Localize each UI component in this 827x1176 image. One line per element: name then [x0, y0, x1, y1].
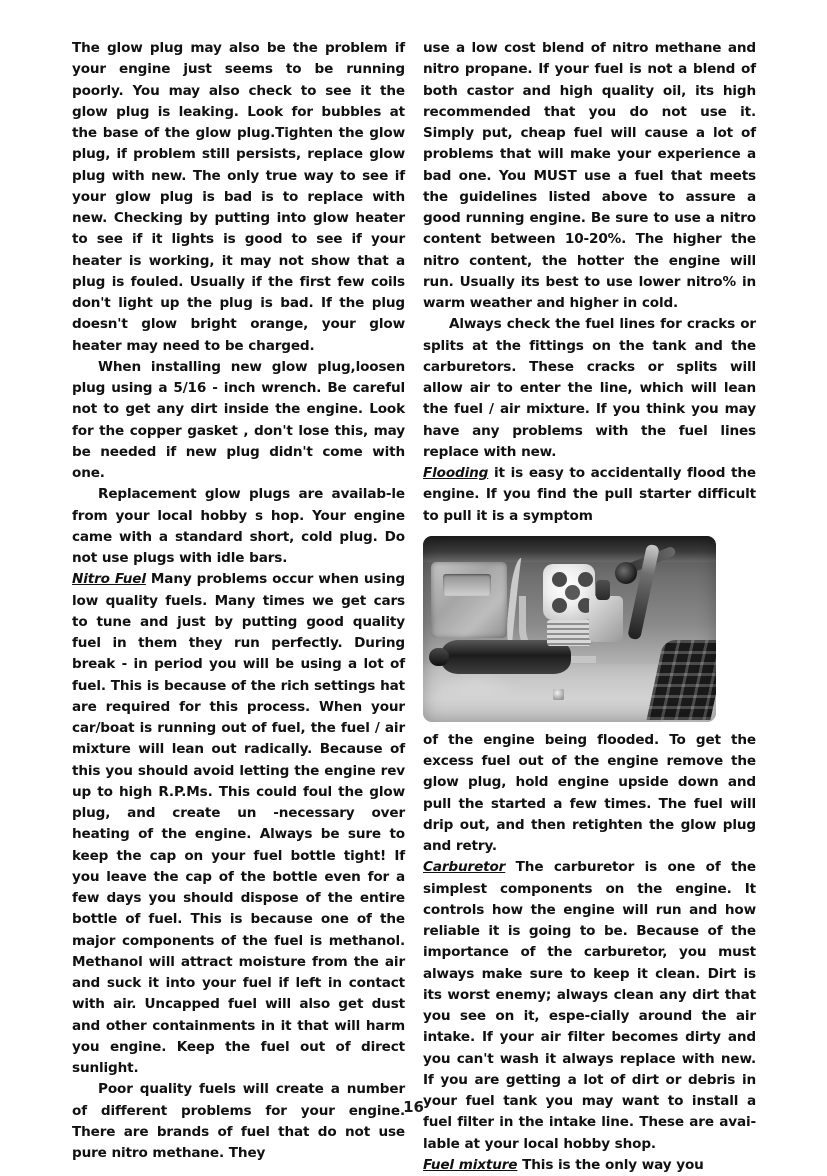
paragraph-flooded-remedy: of the engine being flooded. To get the excess fuel out of the engine remove the glow plug, hold engine upside down and pull the started a few times. The fuel will drip out, and then retighten the glow plug and retry. [423, 731, 756, 854]
paragraph-nitro-fuel [72, 569, 405, 1079]
paragraph-fuel-lines-check: Always check the fuel lines for cracks or splits at the fittings on the tank and the carburetors. These cracks or splits will allow air to enter the line, which will lean the fuel / air mixture. If you think you may have any problems with the fuel lines replace with new. [423, 316, 756, 460]
standard-short-cold-plug-emphasis: standard short, cold plug. [174, 528, 378, 545]
photo-wheel-hub [615, 562, 637, 584]
photo-carburetor-neck [596, 580, 610, 600]
right-column [423, 38, 756, 1176]
page-number: 16 [403, 1098, 424, 1116]
section-heading-carburetor: Carburetor [423, 859, 506, 876]
two-column-body [72, 38, 756, 1176]
photo-heatsink-lobe [552, 572, 567, 587]
replacement-plugs-text-1: Replacement glow plugs are availab-le from your local hobby s hop. Your engine came with a [72, 486, 405, 545]
photo-heatsink-center [565, 585, 580, 600]
photo-engine-block-detail [443, 574, 491, 596]
photo-heatsink-lobe [552, 598, 567, 613]
fuel-mixture-body: This is the only way you [517, 1156, 704, 1173]
photo-engine-block [431, 562, 507, 638]
photo-tire [646, 640, 716, 720]
paragraph-fuel-mixture [423, 1155, 756, 1176]
replacement-plugs-text-2: Do not use plugs with idle bars. [72, 528, 405, 566]
photo-carburetor [589, 596, 623, 642]
photo-exhaust-tip [429, 648, 449, 666]
flooding-body: it is easy to accidentally flood the engine. If you find the pull starter difficult to pull it is a symptom [423, 465, 756, 524]
photo-heatsink-lobe [578, 572, 593, 587]
rc-engine-photo-image [423, 536, 716, 722]
section-heading-fuel-mixture: Fuel mixture [423, 1156, 518, 1173]
paragraph-replacement-plugs [72, 484, 405, 569]
rc-engine-photo [423, 536, 716, 722]
paragraph-installing-new-plug: When installing new glow plug,loosen plug using a 5/16 - inch wrench. Be careful not to get any dirt inside the engine. Look for the copper gasket , don't lose this, may be needed if new plug didn't come with one. [72, 358, 405, 481]
paragraph-poor-quality-fuels: Poor quality fuels will create a number of different problems for your engine. There are brands of fuel that do not use pure nitro methane. They [72, 1081, 405, 1161]
paragraph-flooding [423, 463, 756, 527]
carburetor-body: The carburetor is one of the simplest components on the engine. It controls how the engine will run and how reliable it is going to be. Because of the importance of the carburetor, you must always make sure to keep it clean. Dirt is its worst enemy; always clean any dirt that you see on it, espe-cially around the air intake. If your air filter becomes dirty and you can't wash it always replace with new. If you are getting a lot of dirt or debris in your fuel tank you may want to install a fuel filter in the intake line. These are avai-lable at your local hobby shop. [423, 859, 756, 1152]
paragraph-nitro-blend: use a low cost blend of nitro methane and nitro propane. If your fuel is not a blend of both castor and high quality oil, its high recommended that you do not use it. Simply put, cheap fuel will cause a lot of problems that will make your experience a bad one. You MUST use a fuel that meets the guidelines listed above to assure a good running engine. Be sure to use a nitro content between 10-20%. The higher the nitro content, the hotter the engine will run. Usually its best to use lower nitro% in warm weather and higher in cold. [423, 40, 756, 311]
photo-cooling-fins [547, 620, 591, 646]
nitro-fuel-body: Many problems occur when using low quality fuels. Many times we get cars to tune and just by putting good quality fuel in them they run perfectly. During break - in period you will be using a lot of fuel. This is because of the rich settings hat are required for this process. When your car/boat is running out of fuel, the fuel / air mixture will lean out radically. Because of this you should avoid letting the engine rev up to high R.P.Ms. This could foul the glow plug, and create un -necessary over heating of the engine. Always be sure to keep the cap on your fuel bottle tight! If you leave the cap of the bottle even for a few days you should dispose of the entire bottle of fuel. This is because one of the major components of the fuel is methanol. Methanol will attract moisture from the air and suck it into your fuel if left in contact with air. Uncapped fuel will also get dust and other containments in it that will harm you engine. Keep the fuel out of direct sunlight. [72, 571, 405, 1076]
section-heading-flooding: Flooding [423, 465, 489, 481]
left-column [72, 38, 405, 1164]
section-heading-nitro-fuel: Nitro Fuel [72, 571, 146, 588]
paragraph-glow-plug-problem: The glow plug may also be the problem if your engine just seems to be running poorly. You may also check to see it the glow plug is leaking. Look for bubbles at the base of the glow plug.Tighten the glow plug, if problem still persists, replace glow plug with new. The only true way to see if your glow plug is bad is to replace with new. Checking by putting into glow heater to see if it lights is good to see if your heater is working, it may not show that a plug is fouled. Usually if the first few coils don't light up the plug is bad. If the plug doesn't glow bright orange, your glow heater may need to be charged. [72, 40, 405, 354]
photo-chassis-screw [553, 689, 564, 700]
